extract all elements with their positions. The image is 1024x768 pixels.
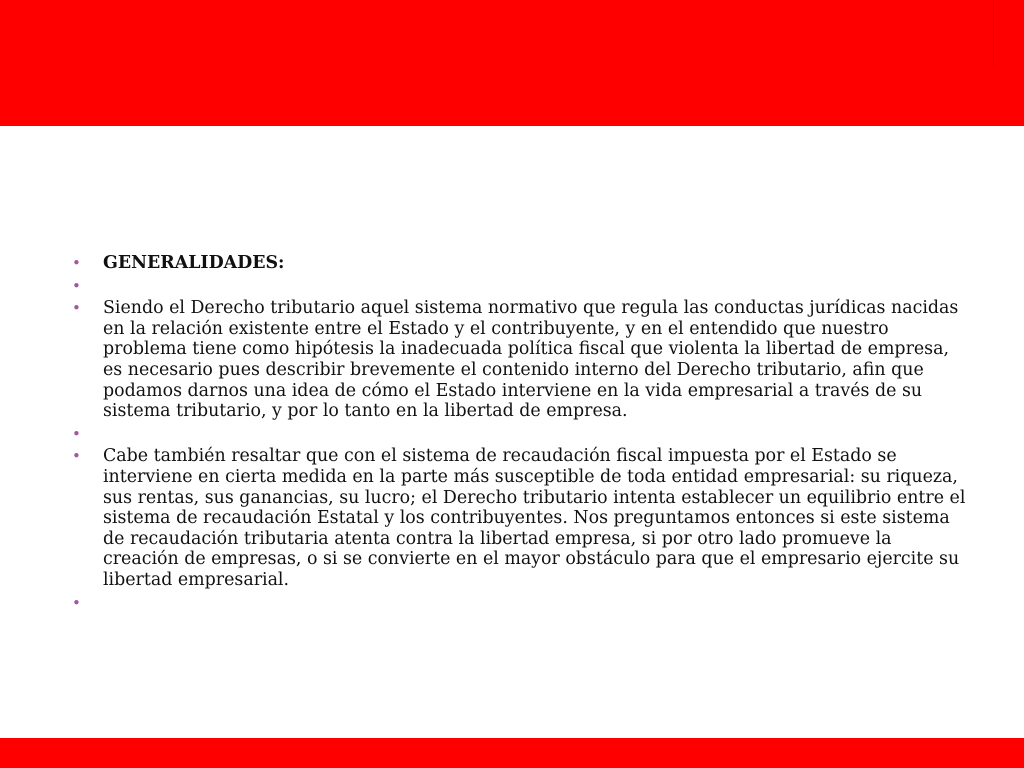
bullet-item-empty	[72, 593, 972, 614]
paragraph-text: Cabe también resaltar que con el sistema de recaudación fiscal impuesta por el Estado se interviene en cierta medida en la parte más susceptible de toda entidad empresarial: su riqueza, sus rentas, sus ganancias, su lucro; el Derecho tributario intenta establecer un equilibrio entre el sistema de recaudación Estatal y los contribuyentes. Nos preguntamos entonces si este sistema de recaudación tributaria atenta contra la libertad empresa, si por otro lado promueve la creación de empresas, o si se convierte en el mayor obstáculo para que el empresario ejercite su libertad empresarial.	[103, 446, 966, 590]
section-heading: GENERALIDADES:	[103, 253, 285, 273]
bullet-item-heading	[72, 253, 972, 274]
bullet-list	[72, 253, 972, 613]
bullet-dot-icon: •	[72, 447, 81, 466]
bottom-red-band	[0, 738, 1024, 768]
top-red-band	[0, 0, 1024, 126]
bullet-item-paragraph	[72, 446, 972, 590]
bullet-dot-icon: •	[72, 254, 81, 272]
paragraph-text: Siendo el Derecho tributario aquel sistema normativo que regula las conductas jurídicas nacidas en la relación existente entre el Estado y el contribuyente, y en el entendido que nuestro problema tiene como hipótesis la inadecuada política fiscal que violenta la libertad de empresa, es necesario pues describir brevemente el contenido interno del Derecho tributario, afin que podamos darnos una idea de cómo el Estado interviene en la vida empresarial a través de su sistema tributario, y por lo tanto en la libertad de empresa.	[103, 298, 959, 422]
bullet-dot-icon: •	[72, 424, 81, 443]
bullet-dot-icon: •	[72, 276, 81, 295]
band-divider-line	[993, 0, 994, 66]
bullet-dot-icon: •	[72, 593, 81, 612]
bullet-item-empty	[72, 276, 972, 297]
bullet-item-empty	[72, 424, 972, 445]
bullet-item-paragraph	[72, 298, 972, 422]
bullet-dot-icon: •	[72, 299, 81, 318]
slide-body	[72, 253, 972, 615]
